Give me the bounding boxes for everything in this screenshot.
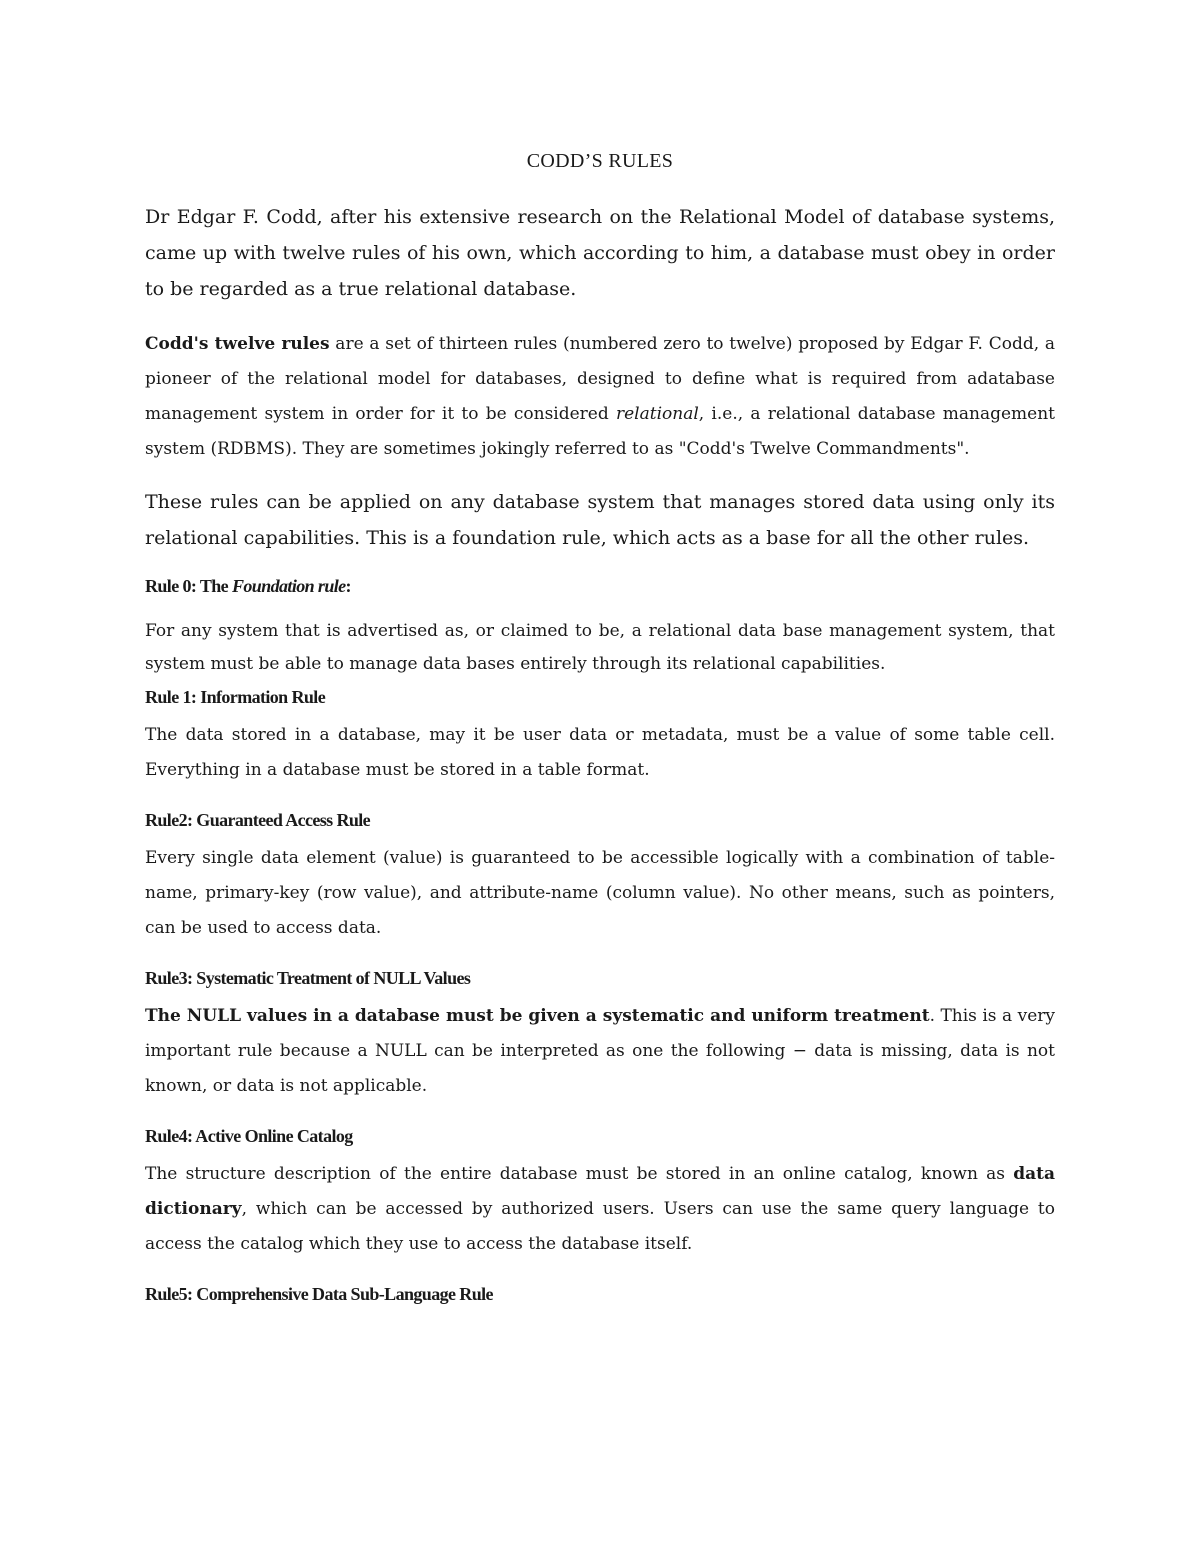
rule-2-text: Every single data element (value) is guaranteed to be accessible logically with a combination of table-name, primary-key (row value), and attribute-name (column value). No other means, such as pointers, can be used to access data. (145, 848, 1055, 938)
definition-text-after: , i.e., a relational database management system (RDBMS). They are sometimes jokingly referred to as "Codd's Twelve Commandments". (145, 404, 1055, 459)
rule-3-heading: Rule3: Systematic Treatment of NULL Values (145, 968, 471, 988)
rule-3-text (145, 999, 1055, 1104)
rule-4-bold-term: data dictionary (145, 1164, 1055, 1219)
rule-0-heading-italic: Foundation rule (231, 576, 346, 596)
foundation-note: These rules can be applied on any database system that manages stored data using only its relational capabilities. This is a foundation rule, which acts as a base for all the other rules. (145, 491, 1055, 549)
rule-4-heading: Rule4: Active Online Catalog (145, 1126, 353, 1146)
rule-1-text: The data stored in a database, may it be user data or metadata, must be a value of some table cell. Everything in a database must be stored in a table format. (145, 725, 1055, 780)
rule-5-heading: Rule5: Comprehensive Data Sub-Language Rule (145, 1284, 493, 1304)
rule-3-text-rest: . This is a very important rule because a NULL can be interpreted as one the following − data is missing, data is not known, or data is not applicable. (145, 1006, 1055, 1096)
rule-2-heading: Rule2: Guaranteed Access Rule (145, 810, 371, 830)
definition-italic-word: relational (615, 404, 699, 424)
rule-0-heading-prefix: Rule 0: The (145, 576, 232, 596)
rule-4-text-after: , which can be accessed by authorized users. Users can use the same query language to access the catalog which they use to access the database itself. (145, 1199, 1055, 1254)
intro-paragraph: Dr Edgar F. Codd, after his extensive research on the Relational Model of database systems, came up with twelve rules of his own, which according to him, a database must obey in order to be regarded as a true relational database. (145, 206, 1055, 300)
rule-4-text (145, 1157, 1055, 1262)
rule-1-heading: Rule 1: Information Rule (145, 687, 326, 707)
document-title: CODD’S RULES (526, 150, 674, 172)
definition-bold-lead: Codd's twelve rules (145, 334, 330, 354)
rule-3-bold-lead: The NULL values in a database must be given a systematic and uniform treatment (145, 1006, 930, 1026)
definition-text-before: are a set of thirteen rules (numbered zero to twelve) proposed by Edgar F. Codd, a pioneer of the relational model for databases, designed to define what is required from adatabase management system in order for it to be considered (145, 334, 1055, 424)
rule-0-heading-suffix: : (345, 576, 351, 596)
rule-0-heading (145, 576, 1055, 597)
document-page (145, 150, 1055, 1315)
rule-4-text-before: The structure description of the entire database must be stored in an online catalog, known as (145, 1164, 1014, 1184)
definition-paragraph (145, 327, 1055, 467)
rule-0-text: For any system that is advertised as, or claimed to be, a relational data base management system, that system must be able to manage data bases entirely through its relational capabilities. (145, 621, 1055, 674)
